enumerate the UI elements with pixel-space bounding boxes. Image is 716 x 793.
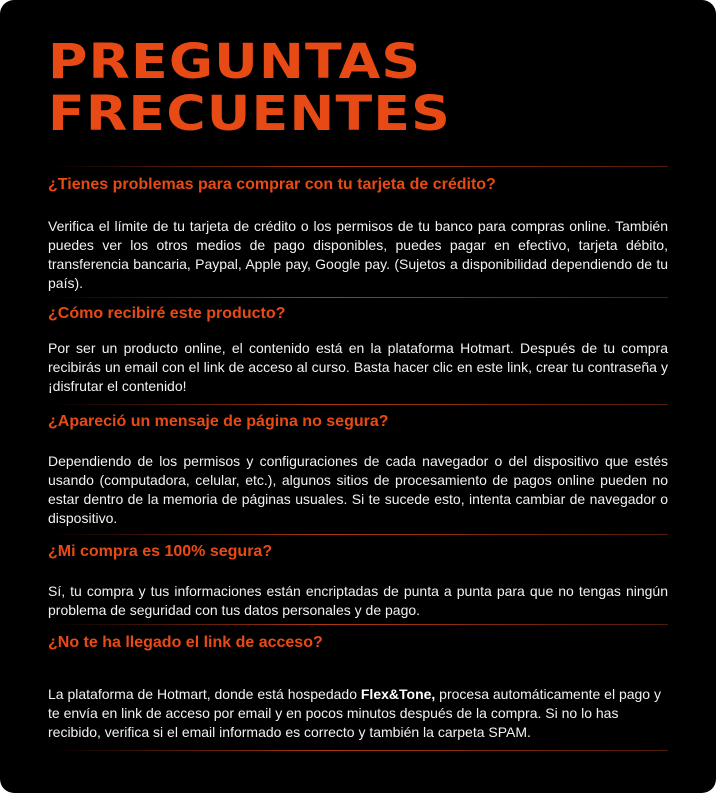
faq-answer-access-link <box>48 685 668 742</box>
faq-question-secure-purchase[interactable]: ¿Mi compra es 100% segura? <box>48 543 273 560</box>
page-title <box>48 36 451 140</box>
faq-answer-secure-purchase: Sí, tu compra y tus informaciones están encriptadas de punta a punta para que no tengas ningún problema de seguridad con tus datos personales y de pago. <box>48 583 668 618</box>
faq-answer-access-link-text-start: La plataforma de Hotmart, donde está hospedado <box>48 686 361 702</box>
faq-divider <box>48 534 668 535</box>
faq-question-unsafe-page[interactable]: ¿Apareció un mensaje de página no segura? <box>48 413 389 430</box>
faq-divider <box>48 404 668 405</box>
faq-divider <box>48 750 668 751</box>
faq-answer-access-link-text-end: procesa automáticamente el pago y te envía en link de acceso por email y en pocos minutos después de la compra. Si no lo has recibido, verifica si el email informado es correcto y también la carpeta SPAM. <box>48 686 661 740</box>
faq-divider <box>48 166 668 167</box>
faq-answer-receive-product: Por ser un producto online, el contenido está en la plataforma Hotmart. Después de tu compra recibirás un email con el link de acceso al curso. Basta hacer clic en este link, crear tu contraseña y ¡disfrutar el contenido! <box>48 340 668 394</box>
brand-name: Flex&Tone, <box>360 686 436 702</box>
page-title-line2: FRECUENTES <box>48 86 451 142</box>
faq-divider <box>48 297 668 298</box>
faq-answer-credit-card: Verifica el límite de tu tarjeta de crédito o los permisos de tu banco para compras online. También puedes ver los otros medios de pago disponibles, puedes pagar en efectivo, tarjeta débito, transferencia bancaria, Paypal, Apple pay, Google pay. (Sujetos a disponibilidad dependiendo de tu país). <box>48 218 668 291</box>
faq-question-credit-card[interactable]: ¿Tienes problemas para comprar con tu tarjeta de crédito? <box>48 176 496 193</box>
faq-divider <box>48 624 668 625</box>
faq-answer-unsafe-page: Dependiendo de los permisos y configuraciones de cada navegador o del dispositivo que estés usando (computadora, celular, etc.), algunos sitios de procesamiento de pagos online pueden no estar dentro de la memoria de páginas usuales. Si te sucede esto, intenta cambiar de navegador o dispositivo. <box>48 453 668 526</box>
page-title-line1: PREGUNTAS <box>48 34 422 90</box>
faq-question-access-link[interactable]: ¿No te ha llegado el link de acceso? <box>48 634 323 651</box>
faq-question-receive-product[interactable]: ¿Cómo recibiré este producto? <box>48 305 286 322</box>
